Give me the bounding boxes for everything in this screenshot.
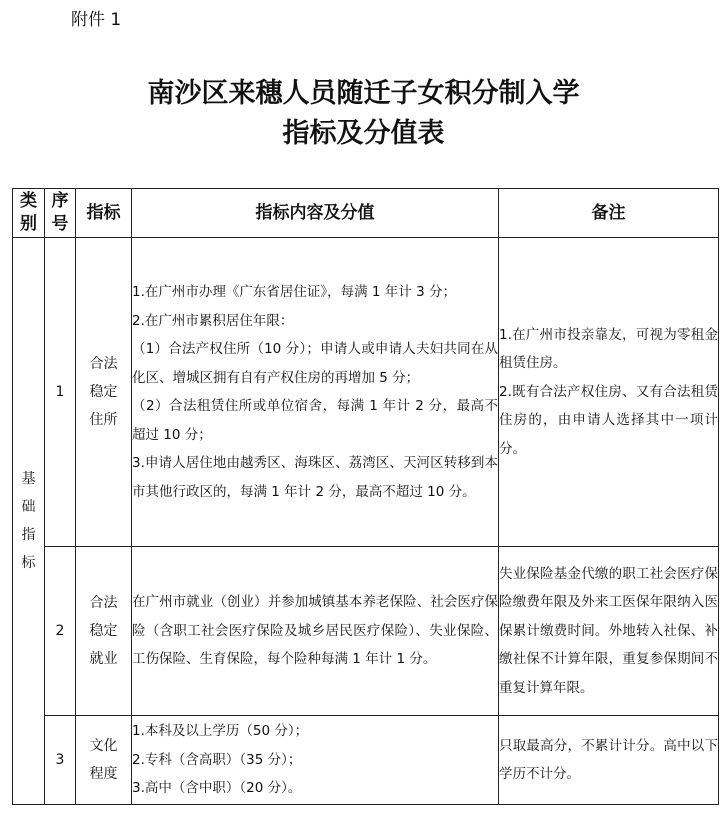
table-row	[13, 716, 719, 805]
header-indicator: 指标	[76, 189, 132, 238]
content-cell: 1.在广州市办理《广东省居住证》，每满 1 年计 3 分； 2.在广州市累积居住年限： （1）合法产权住所（10 分）；申请人或申请人夫妇共同在从化区、增城区拥有自有产权住房的再增加 5 分； （2）合法租赁住所或单位宿舍，每满 1 年计 2 分，最高不超过 10 分； 3.申请人居住地由越秀区、海珠区、荔湾区、天河区转移到本市其他行政区的，每满 1 年计 2 分，最高不超过 10 分。	[132, 238, 499, 547]
table-row	[13, 547, 719, 716]
title-line-2: 指标及分值表	[282, 118, 445, 149]
indicator-cell: 文化 程度	[76, 716, 132, 805]
title-line-1: 南沙区来穗人员随迁子女积分制入学	[147, 78, 580, 109]
indicator-table	[12, 188, 719, 805]
header-category: 类 别	[13, 189, 45, 238]
header-remark: 备注	[499, 189, 719, 238]
remark-cell: 失业保险基金代缴的职工社会医疗保险缴费年限及外来工医保年限纳入医保累计缴费时间。外地转入社保、补缴社保不计算年限，重复参保期间不重复计算年限。	[499, 547, 719, 716]
seq-cell: 3	[45, 716, 76, 805]
content-cell: 1.本科及以上学历（50 分）； 2.专科（含高职）（35 分）； 3.高中（含中职）（20 分）。	[132, 716, 499, 805]
header-seq: 序 号	[45, 189, 76, 238]
content-cell: 在广州市就业（创业）并参加城镇基本养老保险、社会医疗保险（含职工社会医疗保险及城乡居民医疗保险）、失业保险、工伤保险、生育保险，每个险种每满 1 年计 1 分。	[132, 547, 499, 716]
header-content: 指标内容及分值	[132, 189, 499, 238]
header-row	[13, 189, 719, 238]
page-title	[0, 74, 727, 154]
indicator-cell: 合法 稳定 住所	[76, 238, 132, 547]
seq-cell: 2	[45, 547, 76, 716]
attachment-label: 附件 1	[71, 10, 122, 30]
indicator-cell: 合法 稳定 就业	[76, 547, 132, 716]
seq-cell: 1	[45, 238, 76, 547]
category-cell: 基 础 指 标	[13, 238, 45, 805]
remark-cell: 只取最高分，不累计计分。高中以下学历不计分。	[499, 716, 719, 805]
table-row	[13, 238, 719, 547]
remark-cell: 1.在广州市投亲靠友，可视为零租金租赁住房。 2.既有合法产权住房、又有合法租赁住房的，由申请人选择其中一项计分。	[499, 238, 719, 547]
